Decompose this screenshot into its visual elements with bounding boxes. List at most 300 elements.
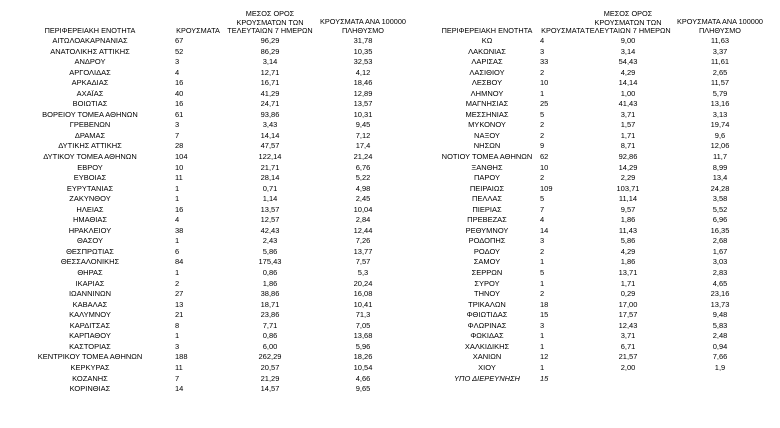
avg-7day-cell: 12,57 [260, 215, 280, 225]
cases-cell: 15 [540, 310, 549, 320]
cases-cell: 4 [540, 36, 545, 45]
avg-7day-cell: 0,86 [262, 268, 278, 278]
table-row [400, 363, 780, 374]
region-cell: ΛΑΡΙΣΑΣ [471, 57, 503, 67]
region-cell: ΑΝΔΡΟΥ [74, 57, 106, 67]
cases-cell: 1 [540, 341, 545, 351]
per-100000-cell: 9,45 [355, 120, 371, 130]
table-row [0, 342, 400, 353]
region-cell: ΔΥΤΙΚΟΥ ΤΟΜΕΑ ΑΘΗΝΩΝ [43, 152, 137, 162]
cases-cell: 5 [540, 268, 545, 278]
cases-cell: 1 [175, 268, 180, 278]
region-cell: ΚΕΝΤΡΙΚΟΥ ΤΟΜΕΑ ΑΘΗΝΩΝ [37, 352, 143, 362]
table-row [400, 300, 780, 311]
cases-cell: 6 [175, 246, 180, 256]
left-table [0, 0, 406, 395]
avg-7day-cell: 41,43 [618, 99, 638, 109]
avg-7day-cell: 103,71 [616, 183, 640, 193]
avg-7day-cell: 24,71 [260, 99, 280, 109]
table-row [400, 342, 780, 353]
per-100000-cell: 11,63 [710, 36, 730, 45]
table-row [0, 257, 400, 268]
avg-7day-cell: 9,57 [620, 204, 636, 214]
avg-7day-cell: 1,00 [620, 88, 636, 98]
per-100000-cell: 12,44 [353, 225, 373, 235]
per-100000-cell: 2,84 [355, 215, 371, 225]
per-100000-cell: 3,37 [712, 46, 728, 56]
avg-7day-cell: 8,71 [620, 141, 636, 151]
avg-7day-cell: 0,71 [262, 183, 278, 193]
avg-7day-cell: 1,86 [620, 215, 636, 225]
table-row [0, 120, 400, 131]
table-row [0, 374, 400, 385]
region-cell: ΚΟΡΙΝΘΙΑΣ [69, 384, 111, 394]
table-row [400, 374, 780, 385]
table-row [0, 173, 400, 184]
per-100000-cell: 5,96 [355, 341, 371, 351]
region-cell: ΧΑΛΚΙΔΙΚΗΣ [464, 341, 510, 351]
cases-cell: 3 [540, 236, 545, 246]
cases-cell: 2 [540, 246, 545, 256]
region-cell: ΝΗΣΩΝ [473, 141, 501, 151]
table-row [400, 352, 780, 363]
avg-7day-cell: 23,86 [260, 310, 280, 320]
per-100000-cell: 5,83 [712, 320, 728, 330]
table-row [0, 300, 400, 311]
region-cell: ΒΟΡΕΙΟΥ ΤΟΜΕΑ ΑΘΗΝΩΝ [42, 109, 138, 119]
per-100000-cell: 2,68 [712, 236, 728, 246]
avg-7day-cell: 21,29 [260, 373, 280, 383]
per-100000-cell: 9,65 [355, 384, 371, 394]
table-row [400, 194, 780, 205]
avg-7day-cell: 42,43 [260, 225, 280, 235]
avg-7day-cell: 20,57 [260, 362, 280, 372]
table-row [400, 321, 780, 332]
per-100000-cell: 31,78 [353, 36, 373, 45]
table-row [0, 47, 400, 58]
right-table-body [400, 36, 780, 384]
table-row [0, 141, 400, 152]
per-100000-cell: 20,24 [353, 278, 373, 288]
table-row [400, 215, 780, 226]
table-row [0, 110, 400, 121]
table-row [400, 173, 780, 184]
region-cell: ΛΑΚΩΝΙΑΣ [468, 46, 506, 56]
cases-cell: 1 [175, 236, 180, 246]
cases-cell: 14 [540, 225, 549, 235]
per-100000-cell: 4,98 [355, 183, 371, 193]
cases-cell: 10 [540, 162, 549, 172]
avg-7day-cell: 9,00 [620, 36, 636, 45]
cases-cell: 1 [540, 257, 545, 267]
table-row [400, 310, 780, 321]
table-row [0, 131, 400, 142]
table-row [400, 163, 780, 174]
per-100000-cell: 10,54 [353, 362, 373, 372]
cases-cell: 13 [175, 299, 184, 309]
table-row [400, 78, 780, 89]
region-cell: ΕΒΡΟΥ [77, 162, 103, 172]
region-cell: ΑΙΤΩΛΟΑΚΑΡΝΑΝΙΑΣ [52, 36, 128, 45]
avg-7day-cell: 92,86 [618, 152, 638, 162]
avg-7day-cell: 5,86 [262, 246, 278, 256]
region-cell: ΦΘΙΩΤΙΔΑΣ [466, 310, 508, 320]
table-row [0, 99, 400, 110]
cases-cell: 5 [540, 109, 545, 119]
per-100000-cell: 17,4 [355, 141, 371, 151]
cases-cell: 2 [540, 130, 545, 140]
region-cell: ΦΩΚΙΔΑΣ [470, 331, 504, 341]
region-cell: ΛΑΣΙΘΙΟΥ [469, 67, 505, 77]
table-row [0, 363, 400, 374]
table-row [400, 247, 780, 258]
cases-cell: 7 [175, 373, 180, 383]
table-row [0, 247, 400, 258]
avg-7day-cell: 1,57 [620, 120, 636, 130]
right-table-header [400, 0, 780, 36]
per-100000-cell: 7,12 [355, 130, 371, 140]
avg-7day-cell: 3,71 [620, 331, 636, 341]
per-100000-cell: 10,35 [353, 46, 373, 56]
avg-7day-cell: 5,86 [620, 236, 636, 246]
table-row [0, 205, 400, 216]
cases-cell: 8 [175, 320, 180, 330]
table-row [400, 152, 780, 163]
cases-cell: 1 [540, 88, 545, 98]
per-100000-cell: 13,68 [353, 331, 373, 341]
region-cell: ΕΥΡΥΤΑΝΙΑΣ [66, 183, 114, 193]
table-row [0, 331, 400, 342]
cases-cell: 10 [540, 78, 549, 88]
avg-7day-cell: 4,29 [620, 67, 636, 77]
cases-cell: 27 [175, 289, 184, 299]
per-100000-cell: 9,6 [714, 130, 726, 140]
region-cell: ΣΕΡΡΩΝ [471, 268, 503, 278]
region-cell: ΗΡΑΚΛΕΙΟΥ [68, 225, 112, 235]
right-table [400, 0, 780, 384]
per-100000-cell: 32,53 [353, 57, 373, 67]
per-100000-cell: 7,66 [712, 352, 728, 362]
avg-7day-cell: 0,86 [262, 331, 278, 341]
table-row [400, 89, 780, 100]
table-row [0, 152, 400, 163]
avg-7day-cell: 13,57 [260, 204, 280, 214]
cases-cell: 3 [175, 341, 180, 351]
cases-cell: 1 [175, 194, 180, 204]
per-100000-cell: 11,57 [710, 78, 730, 88]
header-cases-per-100000: ΚΡΟΥΣΜΑΤΑ ΑΝΑ 100000 ΠΛΗΘΥΣΜΟ [677, 17, 763, 35]
avg-7day-cell: 6,00 [262, 341, 278, 351]
cases-cell: 33 [540, 57, 549, 67]
table-row [400, 68, 780, 79]
avg-7day-cell: 6,71 [620, 341, 636, 351]
per-100000-cell: 3,03 [712, 257, 728, 267]
per-100000-cell: 5,52 [712, 204, 728, 214]
per-100000-cell: 4,65 [712, 278, 728, 288]
region-cell: ΥΠΟ ΔΙΕΡΕΥΝΗΣΗ [454, 373, 520, 383]
table-row [0, 289, 400, 300]
cases-cell: 21 [175, 310, 184, 320]
header-cases: ΚΡΟΥΣΜΑΤΑ [176, 26, 220, 35]
per-100000-cell: 10,04 [353, 204, 373, 214]
avg-7day-cell: 21,71 [260, 162, 280, 172]
avg-7day-cell: 3,14 [620, 46, 636, 56]
region-cell: ΠΙΕΡΙΑΣ [472, 204, 502, 214]
avg-7day-cell: 12,71 [260, 67, 280, 77]
table-row [0, 352, 400, 363]
cases-cell: 16 [175, 204, 184, 214]
cases-cell: 11 [175, 362, 183, 372]
region-cell: ΑΝΑΤΟΛΙΚΗΣ ΑΤΤΙΚΗΣ [50, 46, 130, 56]
avg-7day-cell: 3,71 [620, 109, 636, 119]
region-cell: ΡΟΔΟΥ [473, 246, 501, 256]
table-row [400, 205, 780, 216]
avg-7day-cell: 14,57 [260, 384, 280, 394]
per-100000-cell: 10,41 [353, 299, 373, 309]
table-row [400, 131, 780, 142]
per-100000-cell: 18,26 [353, 352, 373, 362]
avg-7day-cell: 41,29 [260, 88, 280, 98]
cases-cell: 104 [175, 152, 188, 162]
per-100000-cell: 13,57 [353, 99, 373, 109]
table-row [400, 236, 780, 247]
cases-cell: 2 [540, 120, 545, 130]
avg-7day-cell: 38,86 [260, 289, 280, 299]
region-cell: ΠΑΡΟΥ [473, 173, 500, 183]
cases-cell: 109 [540, 183, 553, 193]
region-cell: ΛΕΣΒΟΥ [471, 78, 503, 88]
table-row [400, 184, 780, 195]
table-row [400, 47, 780, 58]
cases-cell: 7 [175, 130, 180, 140]
avg-7day-cell: 17,57 [618, 310, 638, 320]
region-cell: ΙΚΑΡΙΑΣ [75, 278, 105, 288]
avg-7day-cell: 96,29 [260, 36, 280, 45]
per-100000-cell: 2,83 [712, 268, 728, 278]
region-cell: ΛΗΜΝΟΥ [470, 88, 504, 98]
region-cell: ΘΑΣΟΥ [77, 236, 103, 246]
cases-cell: 1 [175, 183, 180, 193]
region-cell: ΚΟΖΑΝΗΣ [72, 373, 108, 383]
per-100000-cell: 8,99 [712, 162, 728, 172]
region-cell: ΡΕΘΥΜΝΟΥ [465, 225, 509, 235]
avg-7day-cell: 1,71 [620, 130, 636, 140]
cases-cell: 5 [540, 194, 545, 204]
avg-7day-cell: 0,29 [620, 289, 636, 299]
region-cell: ΘΕΣΣΑΛΟΝΙΚΗΣ [60, 257, 120, 267]
per-100000-cell: 16,35 [710, 225, 730, 235]
avg-7day-cell: 1,86 [620, 257, 636, 267]
cases-cell: 52 [175, 46, 184, 56]
region-cell: ΔΡΑΜΑΣ [74, 130, 106, 140]
avg-7day-cell: 175,43 [258, 257, 282, 267]
avg-7day-cell: 122,14 [258, 152, 282, 162]
table-row [400, 110, 780, 121]
cases-cell: 25 [540, 99, 549, 109]
per-100000-cell: 0,94 [712, 341, 728, 351]
per-100000-cell: 11,7 [712, 152, 728, 162]
avg-7day-cell: 7,71 [262, 320, 278, 330]
avg-7day-cell: 14,14 [260, 130, 280, 140]
cases-cell: 4 [540, 215, 545, 225]
cases-cell: 1 [540, 331, 545, 341]
cases-cell: 10 [175, 162, 184, 172]
avg-7day-cell: 16,71 [260, 78, 280, 88]
region-cell: ΧΙΟΥ [478, 362, 496, 372]
cases-cell: 2 [540, 67, 545, 77]
region-cell: ΦΛΩΡΙΝΑΣ [467, 320, 507, 330]
avg-7day-cell: 3,43 [262, 120, 278, 130]
per-100000-cell: 4,66 [355, 373, 371, 383]
table-row [0, 57, 400, 68]
region-cell: ΝΟΤΙΟΥ ΤΟΜΕΑ ΑΘΗΝΩΝ [441, 152, 533, 162]
per-100000-cell: 5,3 [357, 268, 369, 278]
avg-7day-cell: 1,71 [620, 278, 636, 288]
per-100000-cell: 7,05 [355, 320, 371, 330]
avg-7day-cell: 1,86 [262, 278, 278, 288]
header-cases-per-100000: ΚΡΟΥΣΜΑΤΑ ΑΝΑ 100000 ΠΛΗΘΥΣΜΟ [320, 17, 406, 35]
header-cases: ΚΡΟΥΣΜΑΤΑ [541, 26, 585, 35]
cases-cell: 4 [175, 215, 180, 225]
table-row [0, 310, 400, 321]
table-row [0, 163, 400, 174]
region-cell: ΜΥΚΟΝΟΥ [468, 120, 506, 130]
region-cell: ΣΑΜΟΥ [473, 257, 501, 267]
cases-cell: 11 [175, 173, 183, 183]
cases-cell: 2 [540, 173, 545, 183]
table-row [0, 236, 400, 247]
per-100000-cell: 7,26 [355, 236, 371, 246]
per-100000-cell: 13,16 [710, 99, 730, 109]
table-row [0, 384, 400, 395]
cases-cell: 12 [540, 352, 549, 362]
per-100000-cell: 24,28 [710, 183, 730, 193]
avg-7day-cell: 1,14 [262, 194, 278, 204]
table-row [400, 120, 780, 131]
per-100000-cell: 13,73 [710, 299, 730, 309]
cases-cell: 3 [175, 120, 180, 130]
per-100000-cell: 12,89 [353, 88, 373, 98]
avg-7day-cell: 86,29 [260, 46, 280, 56]
table-row [0, 194, 400, 205]
table-row [400, 289, 780, 300]
avg-7day-cell: 47,57 [260, 141, 280, 151]
table-row [400, 57, 780, 68]
per-100000-cell: 12,06 [710, 141, 730, 151]
region-cell: ΔΥΤΙΚΗΣ ΑΤΤΙΚΗΣ [58, 141, 122, 151]
avg-7day-cell: 11,43 [618, 225, 638, 235]
table-row [0, 184, 400, 195]
cases-cell: 1 [540, 362, 545, 372]
cases-cell: 38 [175, 225, 184, 235]
avg-7day-cell: 262,29 [258, 352, 282, 362]
per-100000-cell: 3,58 [712, 194, 728, 204]
avg-7day-cell: 21,57 [618, 352, 638, 362]
cases-cell: 3 [175, 57, 180, 67]
cases-cell: 188 [175, 352, 188, 362]
per-100000-cell: 2,45 [355, 194, 371, 204]
region-cell: ΚΕΡΚΥΡΑΣ [70, 362, 110, 372]
table-row [0, 89, 400, 100]
table-row [400, 331, 780, 342]
per-100000-cell: 18,46 [353, 78, 373, 88]
per-100000-cell: 71,3 [355, 310, 371, 320]
per-100000-cell: 19,74 [710, 120, 730, 130]
header-7day-average: ΜΕΣΟΣ ΟΡΟΣ ΚΡΟΥΣΜΑΤΩΝ ΤΩΝ ΤΕΛΕΥΤΑΙΩΝ 7 ΗΜΕΡΩΝ [585, 9, 671, 35]
per-100000-cell: 2,48 [712, 331, 728, 341]
per-100000-cell: 4,12 [355, 67, 371, 77]
region-cell: ΚΑΡΔΙΤΣΑΣ [69, 320, 111, 330]
region-cell: ΠΕΙΡΑΙΩΣ [469, 183, 505, 193]
avg-7day-cell: 14,29 [618, 162, 638, 172]
table-row [400, 36, 780, 47]
cases-cell: 2 [540, 289, 545, 299]
cases-cell: 3 [540, 320, 545, 330]
region-cell: ΚΩ [481, 36, 493, 45]
avg-7day-cell: 14,14 [618, 78, 638, 88]
avg-7day-cell: 2,00 [620, 362, 636, 372]
region-cell: ΜΑΓΝΗΣΙΑΣ [465, 99, 509, 109]
per-100000-cell: 5,22 [355, 173, 371, 183]
table-row [0, 268, 400, 279]
cases-cell: 62 [540, 152, 549, 162]
cases-cell: 4 [175, 67, 180, 77]
region-cell: ΤΡΙΚΑΛΩΝ [468, 299, 506, 309]
header-region: ΠΕΡΙΦΕΡΕΙΑΚΗ ΕΝΟΤΗΤΑ [44, 26, 136, 35]
table-row [0, 321, 400, 332]
table-row [0, 279, 400, 290]
table-row [400, 141, 780, 152]
per-100000-cell: 3,13 [712, 109, 728, 119]
per-100000-cell: 2,65 [712, 67, 728, 77]
cases-cell: 16 [175, 99, 184, 109]
region-cell: ΠΡΕΒΕΖΑΣ [467, 215, 507, 225]
cases-cell: 61 [175, 109, 184, 119]
region-cell: ΞΑΝΘΗΣ [471, 162, 503, 172]
per-100000-cell: 13,4 [712, 173, 728, 183]
cases-cell: 2 [175, 278, 180, 288]
avg-7day-cell: 13,71 [618, 268, 638, 278]
table-row [400, 99, 780, 110]
per-100000-cell: 23,16 [710, 289, 730, 299]
region-cell: ΤΗΝΟΥ [473, 289, 500, 299]
per-100000-cell: 5,79 [712, 88, 728, 98]
cases-cell: 14 [175, 384, 184, 394]
table-row [400, 226, 780, 237]
per-100000-cell: 6,96 [712, 215, 728, 225]
avg-7day-cell: 2,29 [620, 173, 636, 183]
table-row [0, 78, 400, 89]
avg-7day-cell: 12,43 [618, 320, 638, 330]
table-row [400, 257, 780, 268]
per-100000-cell: 10,31 [353, 109, 373, 119]
cases-cell: 3 [540, 46, 545, 56]
region-cell: ΘΕΣΠΡΩΤΙΑΣ [66, 246, 114, 256]
per-100000-cell: 11,61 [710, 57, 730, 67]
region-cell: ΡΟΔΟΠΗΣ [468, 236, 506, 246]
region-cell: ΑΡΓΟΛΙΔΑΣ [69, 67, 111, 77]
avg-7day-cell: 28,14 [260, 173, 280, 183]
avg-7day-cell: 18,71 [260, 299, 280, 309]
per-100000-cell: 6,76 [355, 162, 371, 172]
cases-cell: 9 [540, 141, 545, 151]
region-cell: ΕΥΒΟΙΑΣ [73, 173, 107, 183]
per-100000-cell: 16,08 [353, 289, 373, 299]
cases-cell: 1 [540, 278, 545, 288]
avg-7day-cell: 4,29 [620, 246, 636, 256]
cases-cell: 1 [175, 331, 180, 341]
cases-cell: 28 [175, 141, 184, 151]
